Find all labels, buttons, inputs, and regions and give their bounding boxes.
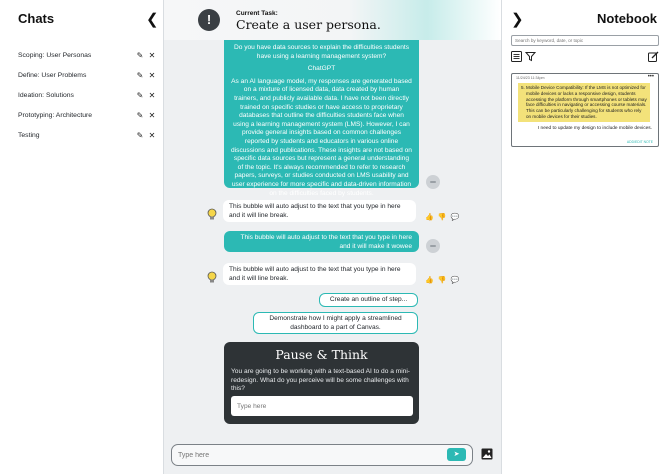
ai-response-text: As an AI language model, my responses are generated based on a mixture of licensed data, data created by human trainers, and publicly available data. I have not been directly trained on specific studies or have access to proprietary databases that outline the difficulties students face when using a learning management system (LMS). However, I can provide general insights based on common challenges reported by students and educators in various online discussions and publications. These insights are not based on specific data sources but represent a general understanding of the topic. It's always recommended to refer to research papers, surveys, or studies conducted on LMS usability and user experience for more specific and data-driven information on the difficulties faced by students. xyxy=(231,77,412,197)
lightbulb-icon xyxy=(206,271,218,284)
more-options-icon[interactable]: ••• xyxy=(647,74,654,80)
reflection-input[interactable] xyxy=(231,396,413,416)
message-reactions xyxy=(425,213,459,221)
chat-item-label[interactable]: Ideation: Solutions xyxy=(18,91,74,99)
chat-item-scoping[interactable] xyxy=(18,48,158,62)
chats-sidebar xyxy=(0,0,164,474)
user-message-text: Do you have data sources to explain the difficulties students have using a learning management system? xyxy=(233,44,410,60)
pencil-icon[interactable]: ✎ xyxy=(136,130,144,140)
user-avatar xyxy=(426,239,440,253)
chat-panel xyxy=(164,0,501,474)
chat-item-label[interactable]: Prototyping: Architecture xyxy=(18,111,93,119)
comment-icon[interactable]: 💬 xyxy=(450,214,460,221)
note-card[interactable] xyxy=(511,73,659,147)
thumbs-up-icon[interactable]: 👍 xyxy=(425,277,434,284)
notebook-search-input[interactable] xyxy=(511,35,659,46)
suggestion-chip[interactable] xyxy=(319,293,418,307)
alert-icon: ! xyxy=(198,9,220,31)
close-icon[interactable]: ✕ xyxy=(148,50,156,60)
task-title: Create a user persona. xyxy=(236,17,381,32)
ai-message-text: This bubble will auto adjust to the text that you type in here and it will line break. xyxy=(229,266,401,282)
pencil-icon[interactable]: ✎ xyxy=(136,50,144,60)
chevron-right-icon[interactable]: ❯ xyxy=(511,11,524,28)
chat-item-label[interactable]: Scoping: User Personas xyxy=(18,51,92,59)
ai-name-label: ChatGPT xyxy=(307,65,336,73)
list-icon[interactable] xyxy=(511,51,522,62)
comment-icon[interactable]: 💬 xyxy=(450,277,460,284)
task-header xyxy=(164,0,501,40)
image-icon[interactable] xyxy=(481,448,493,460)
user-message-bubble xyxy=(224,38,419,197)
sidebar-title: Chats xyxy=(18,11,55,26)
chat-item-testing[interactable] xyxy=(18,128,158,142)
chat-item-ideation[interactable] xyxy=(18,88,158,102)
pause-body: You are going to be working with a text-based AI to do a mini-redesign. What do you perceive will be some challenges with this? xyxy=(231,368,410,393)
pause-title: Pause & Think xyxy=(275,347,368,362)
thumbs-up-icon[interactable]: 👍 xyxy=(425,214,434,221)
highlight-text: Mobile Device Compatibility: If the LMS is not optimized for mobile devices or lacks a responsive design, students accessing the platform through smartphones or tablets may face difficulties in navigating or accessing course materials. This can be particularly challenging for students who rely on mobile devices for their studies. xyxy=(526,85,647,119)
note-highlight xyxy=(518,83,650,122)
new-note-icon[interactable] xyxy=(648,51,659,62)
ai-message-bubble xyxy=(223,263,416,285)
suggestion-text[interactable]: Demonstrate how I might apply a streamlined dashboard to a part of Canvas. xyxy=(269,315,402,331)
chat-item-label[interactable]: Testing xyxy=(18,131,40,139)
pencil-icon[interactable]: ✎ xyxy=(136,70,144,80)
filter-icon[interactable] xyxy=(525,51,536,62)
note-text: I need to update my design to include mobile devices. xyxy=(537,126,652,131)
thumbs-down-icon[interactable]: 👎 xyxy=(437,214,447,221)
close-icon[interactable]: ✕ xyxy=(148,110,156,120)
highlight-number: 5. xyxy=(521,85,525,90)
user-message-bubble xyxy=(224,231,419,252)
suggestion-text[interactable]: Create an outline of step... xyxy=(329,296,408,303)
thumbs-down-icon[interactable]: 👎 xyxy=(437,277,447,284)
message-reactions xyxy=(425,276,459,284)
suggestion-chip[interactable] xyxy=(253,312,418,334)
note-timestamp: 11/24/23 11:34pm xyxy=(516,76,545,80)
ai-message-bubble xyxy=(223,200,416,222)
pause-think-card xyxy=(224,342,419,424)
pencil-icon[interactable]: ✎ xyxy=(136,90,144,100)
user-avatar xyxy=(426,175,440,189)
send-icon[interactable]: ➤ xyxy=(447,448,466,461)
close-icon[interactable]: ✕ xyxy=(148,130,156,140)
add-edit-note-link[interactable]: ADD/EDIT NOTE xyxy=(626,140,653,144)
close-icon[interactable]: ✕ xyxy=(148,90,156,100)
chat-item-prototyping[interactable] xyxy=(18,108,158,122)
chat-item-label[interactable]: Define: User Problems xyxy=(18,71,87,79)
notebook-panel xyxy=(501,0,666,474)
notebook-title: Notebook xyxy=(597,11,657,26)
ai-message-text: This bubble will auto adjust to the text that you type in here and it will line break. xyxy=(229,203,401,219)
chat-item-define[interactable] xyxy=(18,68,158,82)
message-composer xyxy=(171,444,473,466)
user-message-text: This bubble will auto adjust to the text that you type in here and it will make it wowee xyxy=(240,234,412,250)
pencil-icon[interactable]: ✎ xyxy=(136,110,144,120)
chevron-left-icon[interactable]: ❮ xyxy=(146,11,159,28)
lightbulb-icon xyxy=(206,208,218,221)
task-label: Current Task: xyxy=(236,10,278,17)
close-icon[interactable]: ✕ xyxy=(148,70,156,80)
message-input[interactable] xyxy=(178,448,438,462)
